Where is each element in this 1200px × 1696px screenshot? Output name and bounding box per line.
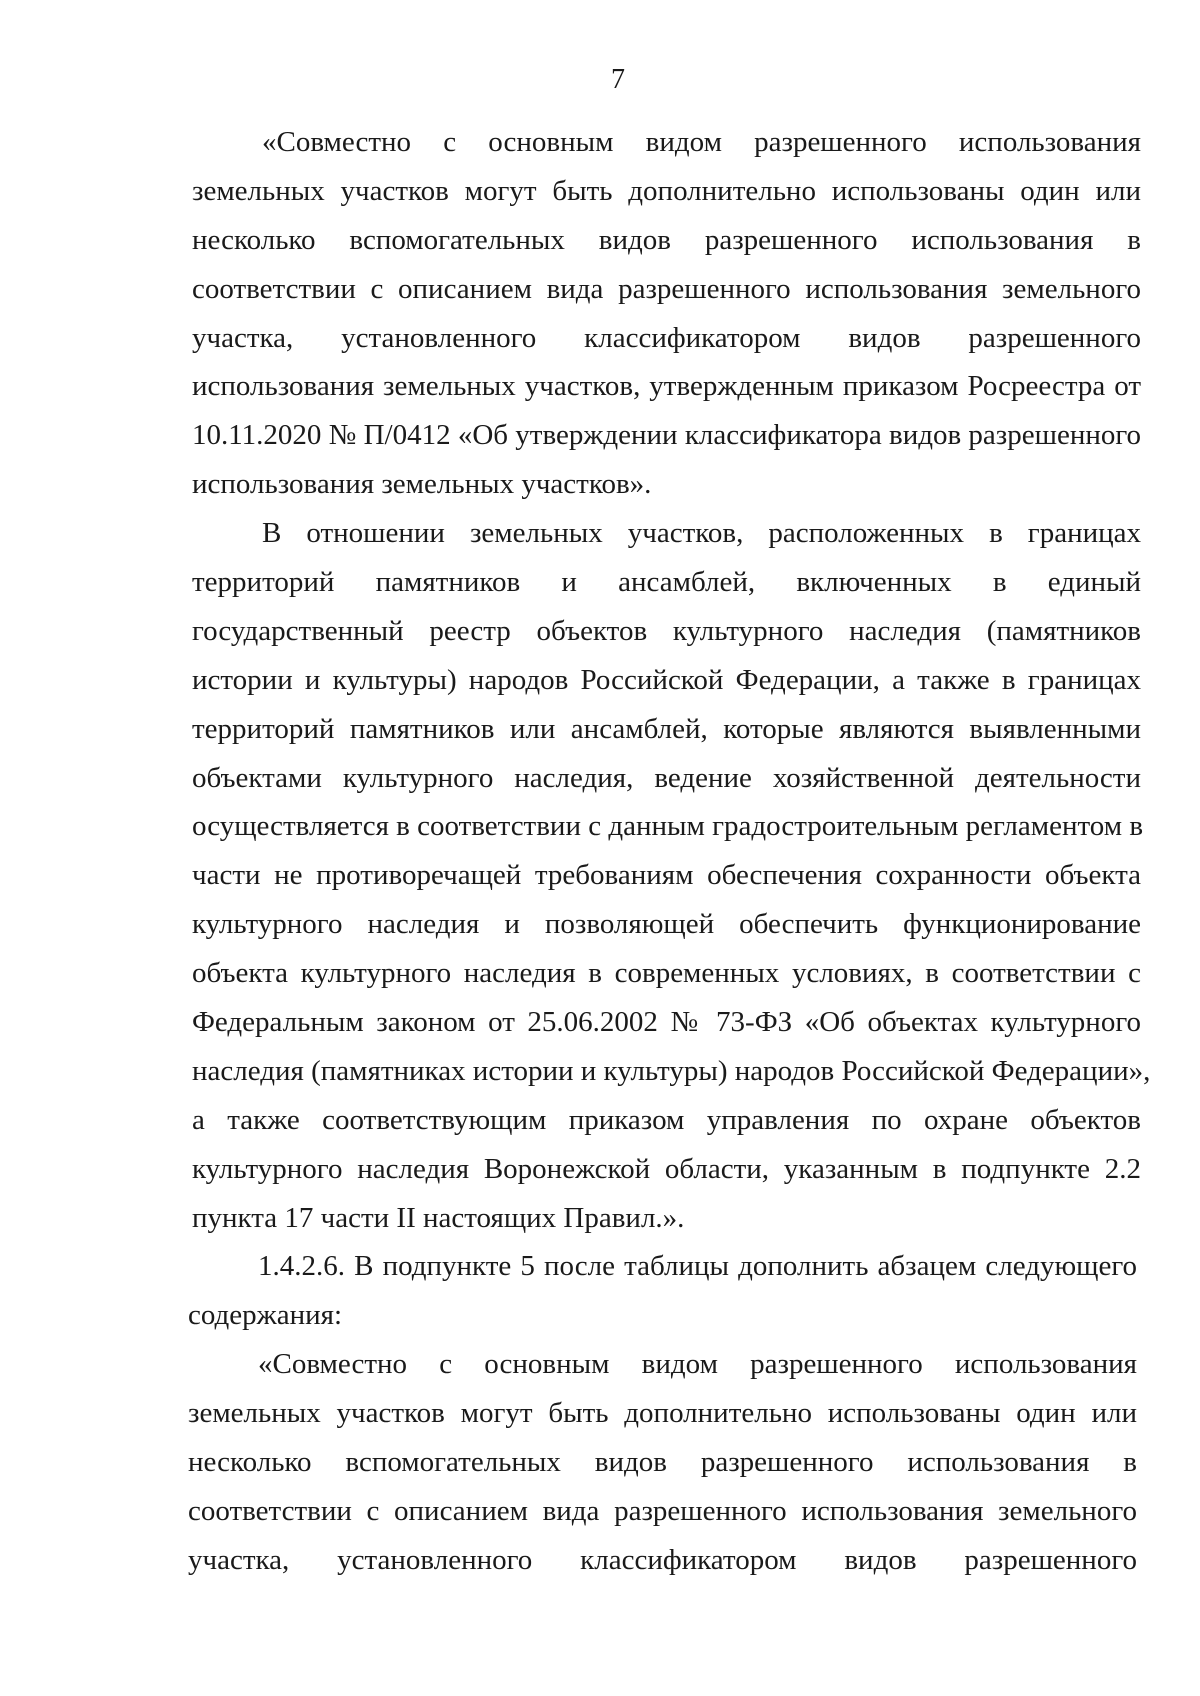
text-line: части не противоречащей требованиям обеспечения сохранности объекта <box>192 859 1141 892</box>
text-line: использования земельных участков». <box>192 468 652 501</box>
text-line: участка, установленного классификатором видов разрешенного <box>188 1543 1137 1576</box>
text-line: земельных участков могут быть дополнительно использованы один или <box>192 174 1141 207</box>
text-line: В отношении земельных участков, расположенных в границах <box>262 517 1141 550</box>
text-line: территорий памятников или ансамблей, которые являются выявленными <box>192 712 1141 745</box>
text-line: «Совместно с основным видом разрешенного использования <box>262 126 1141 158</box>
text-line: культурного наследия и позволяющей обеспечить функционирование <box>192 908 1141 941</box>
text-line: а также соответствующим приказом управления по охране объектов <box>192 1103 1141 1136</box>
text-line: 1.4.2.6. В подпункте 5 после таблицы дополнить абзацем следующего <box>258 1250 1137 1283</box>
text-line: содержания: <box>188 1299 343 1332</box>
text-line: Федеральным законом от 25.06.2002 № 73-ФЗ «Об объектах культурного <box>192 1006 1141 1039</box>
text-line: земельных участков могут быть дополнительно использованы один или <box>188 1397 1137 1430</box>
document-body <box>188 118 1151 1585</box>
text-line: пункта 17 части II настоящих Правил.». <box>192 1201 685 1234</box>
text-line: 10.11.2020 № П/0412 «Об утверждении классификатора видов разрешенного <box>192 419 1142 452</box>
page-number: 7 <box>611 64 625 95</box>
text-line: объектами культурного наследия, ведение хозяйственной деятельности <box>192 761 1141 794</box>
text-line: соответствии с описанием вида разрешенного использования земельного <box>192 272 1141 305</box>
text-line: территорий памятников и ансамблей, включенных в единый <box>192 566 1141 599</box>
text-line: осуществляется в соответствии с данным градостроительным регламентом в <box>192 810 1144 843</box>
text-line: участка, установленного классификатором видов разрешенного <box>192 321 1141 354</box>
text-line: несколько вспомогательных видов разрешенного использования в <box>192 223 1141 256</box>
text-line: несколько вспомогательных видов разрешенного использования в <box>188 1446 1137 1479</box>
text-line: «Совместно с основным видом разрешенного использования <box>258 1348 1137 1381</box>
text-line: наследия (памятниках истории и культуры) народов Российской Федерации», <box>192 1054 1151 1087</box>
text-line: использования земельных участков, утвержденным приказом Росреестра от <box>192 370 1141 403</box>
text-line: государственный реестр объектов культурного наследия (памятников <box>192 614 1141 647</box>
text-line: истории и культуры) народов Российской Федерации, а также в границах <box>192 663 1141 696</box>
text-line: соответствии с описанием вида разрешенного использования земельного <box>188 1494 1137 1527</box>
text-line: культурного наследия Воронежской области, указанным в подпункте 2.2 <box>192 1152 1141 1185</box>
text-line: объекта культурного наследия в современных условиях, в соответствии с <box>192 957 1141 990</box>
